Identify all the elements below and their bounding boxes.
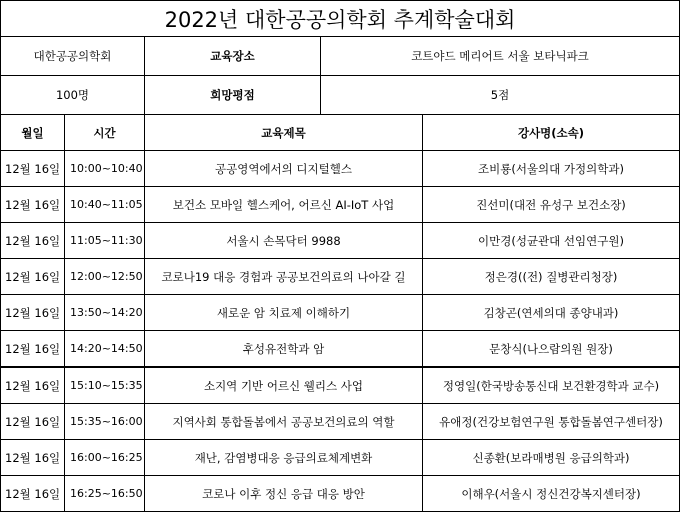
row-time: 10:40~11:05: [65, 187, 145, 223]
table-row: [1, 295, 680, 331]
row-lecturer: 유애정(건강보험연구원 통합돌봄연구센터장): [423, 404, 680, 440]
row-course: 공공영역에서의 디지털헬스: [145, 151, 423, 187]
row-course: 보건소 모바일 헬스케어, 어르신 AI-IoT 사업: [145, 187, 423, 223]
row-date: 12월 16일: [1, 367, 65, 404]
row-date: 12월 16일: [1, 440, 65, 476]
row-course: 지역사회 통합돌봄에서 공공보건의료의 역할: [145, 404, 423, 440]
table-row: [1, 367, 680, 404]
row-course: 소지역 기반 어르신 웰리스 사업: [145, 367, 423, 404]
rating-label: 희망평점: [145, 76, 321, 115]
header-date: 월일: [1, 115, 65, 151]
row-lecturer: 이해우(서울시 정신건강복지센터장): [423, 476, 680, 512]
row-lecturer: 진선미(대전 유성구 보건소장): [423, 187, 680, 223]
row-course: 새로운 암 치료제 이해하기: [145, 295, 423, 331]
row-time: 16:00~16:25: [65, 440, 145, 476]
row-date: 12월 16일: [1, 223, 65, 259]
row-course: 재난, 감염병대응 응급의료체계변화: [145, 440, 423, 476]
row-date: 12월 16일: [1, 259, 65, 295]
header-course: 교육제목: [145, 115, 423, 151]
row-course: 코로나19 대응 경험과 공공보건의료의 나아갈 길: [145, 259, 423, 295]
row-time: 12:00~12:50: [65, 259, 145, 295]
page-title: 2022년 대한공공의학회 추계학술대회: [1, 1, 680, 37]
table-row: [1, 440, 680, 476]
row-date: 12월 16일: [1, 151, 65, 187]
organizer: 대한공공의학회: [1, 37, 145, 76]
row-date: 12월 16일: [1, 187, 65, 223]
table-row: [1, 331, 680, 368]
table-row: [1, 259, 680, 295]
row-date: 12월 16일: [1, 331, 65, 368]
row-lecturer: 조비룡(서울의대 가정의학과): [423, 151, 680, 187]
row-date: 12월 16일: [1, 404, 65, 440]
table-row: [1, 404, 680, 440]
table-row: [1, 223, 680, 259]
row-course: 후성유전학과 암: [145, 331, 423, 368]
row-time: 13:50~14:20: [65, 295, 145, 331]
capacity: 100명: [1, 76, 145, 115]
row-lecturer: 이만경(성균관대 선임연구원): [423, 223, 680, 259]
table-row: [1, 187, 680, 223]
row-time: 16:25~16:50: [65, 476, 145, 512]
row-lecturer: 정은경((전) 질병관리청장): [423, 259, 680, 295]
place-label: 교육장소: [145, 37, 321, 76]
row-lecturer: 정영일(한국방송통신대 보건환경학과 교수): [423, 367, 680, 404]
row-date: 12월 16일: [1, 295, 65, 331]
place-value: 코트야드 메리어트 서울 보타닉파크: [321, 37, 680, 76]
rating-value: 5점: [321, 76, 680, 115]
table-row: [1, 151, 680, 187]
row-time: 14:20~14:50: [65, 331, 145, 368]
row-course: 서울시 손목닥터 9988: [145, 223, 423, 259]
row-time: 10:00~10:40: [65, 151, 145, 187]
row-lecturer: 김창곤(연세의대 종양내과): [423, 295, 680, 331]
header-lecturer: 강사명(소속): [423, 115, 680, 151]
table-row: [1, 476, 680, 512]
row-lecturer: 신종환(보라매병원 응급의학과): [423, 440, 680, 476]
row-time: 15:35~16:00: [65, 404, 145, 440]
row-date: 12월 16일: [1, 476, 65, 512]
header-time: 시간: [65, 115, 145, 151]
row-time: 11:05~11:30: [65, 223, 145, 259]
row-course: 코로나 이후 정신 응급 대응 방안: [145, 476, 423, 512]
row-lecturer: 문창식(나으람의원 원장): [423, 331, 680, 368]
row-time: 15:10~15:35: [65, 367, 145, 404]
